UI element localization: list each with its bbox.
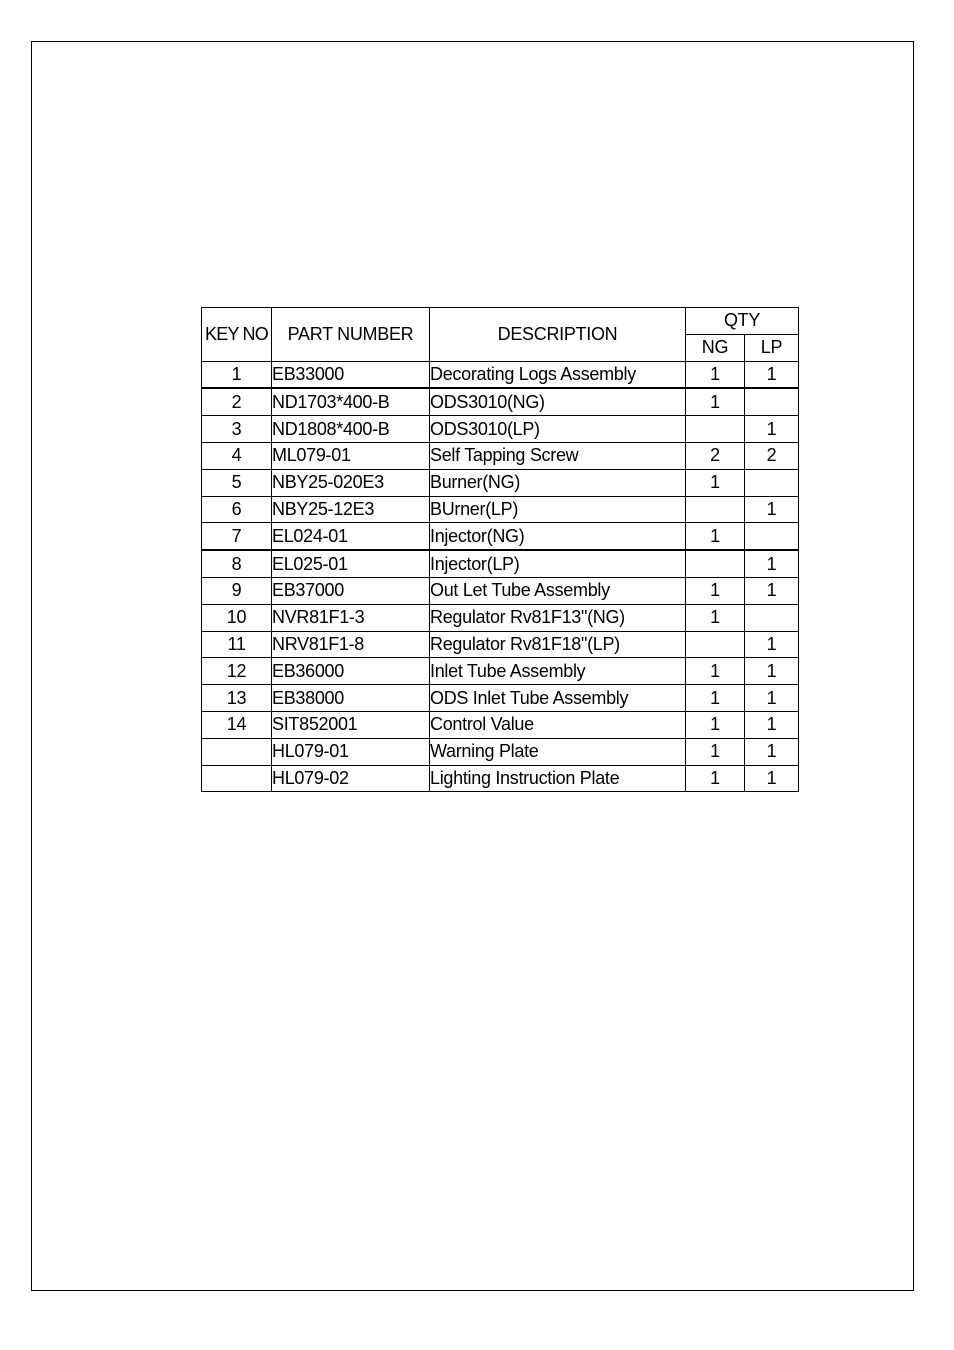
table-header-row <box>202 308 799 335</box>
table-row <box>202 550 799 577</box>
cell-qty-lp: 1 <box>745 765 799 792</box>
cell-key-no: 7 <box>202 523 272 550</box>
table-row <box>202 765 799 792</box>
cell-description: Inlet Tube Assembly <box>430 658 686 685</box>
cell-description: Regulator Rv81F18"(LP) <box>430 631 686 658</box>
cell-qty-ng <box>686 631 745 658</box>
cell-description: Injector(NG) <box>430 523 686 550</box>
cell-qty-ng: 1 <box>686 738 745 765</box>
cell-description: Out Let Tube Assembly <box>430 577 686 604</box>
cell-qty-ng: 2 <box>686 442 745 469</box>
cell-qty-lp: 2 <box>745 442 799 469</box>
cell-key-no: 11 <box>202 631 272 658</box>
cell-key-no: 3 <box>202 416 272 443</box>
cell-qty-lp <box>745 523 799 550</box>
table-row <box>202 388 799 415</box>
cell-description: Control Value <box>430 711 686 738</box>
cell-qty-ng: 1 <box>686 604 745 631</box>
cell-part-number: SIT852001 <box>272 711 430 738</box>
cell-key-no: 6 <box>202 496 272 523</box>
cell-qty-lp: 1 <box>745 416 799 443</box>
cell-part-number: EL024-01 <box>272 523 430 550</box>
header-part-number: PART NUMBER <box>272 308 430 362</box>
cell-qty-lp <box>745 469 799 496</box>
cell-key-no: 9 <box>202 577 272 604</box>
header-key-no: KEY NO <box>202 308 272 362</box>
cell-key-no: 4 <box>202 442 272 469</box>
cell-key-no: 5 <box>202 469 272 496</box>
table-row <box>202 361 799 388</box>
cell-description: ODS3010(LP) <box>430 416 686 443</box>
cell-qty-lp: 1 <box>745 631 799 658</box>
table-row <box>202 685 799 712</box>
cell-part-number: ND1808*400-B <box>272 416 430 443</box>
table-row <box>202 604 799 631</box>
cell-part-number: HL079-02 <box>272 765 430 792</box>
cell-part-number: NBY25-12E3 <box>272 496 430 523</box>
header-qty: QTY <box>686 308 799 335</box>
cell-description: Burner(NG) <box>430 469 686 496</box>
cell-description: BUrner(LP) <box>430 496 686 523</box>
cell-qty-ng: 1 <box>686 388 745 415</box>
cell-part-number: EL025-01 <box>272 550 430 577</box>
table-row <box>202 496 799 523</box>
cell-qty-lp <box>745 388 799 415</box>
cell-qty-lp: 1 <box>745 658 799 685</box>
cell-part-number: EB33000 <box>272 361 430 388</box>
cell-qty-ng: 1 <box>686 577 745 604</box>
cell-qty-ng <box>686 496 745 523</box>
cell-description: Lighting Instruction Plate <box>430 765 686 792</box>
cell-qty-ng: 1 <box>686 658 745 685</box>
cell-key-no <box>202 765 272 792</box>
cell-qty-ng: 1 <box>686 361 745 388</box>
header-description: DESCRIPTION <box>430 308 686 362</box>
cell-qty-lp: 1 <box>745 577 799 604</box>
cell-qty-lp: 1 <box>745 711 799 738</box>
cell-qty-ng: 1 <box>686 765 745 792</box>
table-row <box>202 577 799 604</box>
table-row <box>202 658 799 685</box>
cell-part-number: EB37000 <box>272 577 430 604</box>
cell-description: Self Tapping Screw <box>430 442 686 469</box>
cell-qty-lp <box>745 604 799 631</box>
cell-qty-ng <box>686 550 745 577</box>
cell-qty-lp: 1 <box>745 738 799 765</box>
cell-key-no <box>202 738 272 765</box>
cell-description: ODS Inlet Tube Assembly <box>430 685 686 712</box>
header-ng: NG <box>686 334 745 361</box>
cell-description: Regulator Rv81F13"(NG) <box>430 604 686 631</box>
cell-key-no: 2 <box>202 388 272 415</box>
cell-description: Injector(LP) <box>430 550 686 577</box>
cell-qty-ng: 1 <box>686 469 745 496</box>
cell-key-no: 12 <box>202 658 272 685</box>
cell-part-number: HL079-01 <box>272 738 430 765</box>
cell-key-no: 10 <box>202 604 272 631</box>
cell-key-no: 8 <box>202 550 272 577</box>
cell-part-number: EB38000 <box>272 685 430 712</box>
cell-part-number: NBY25-020E3 <box>272 469 430 496</box>
cell-key-no: 13 <box>202 685 272 712</box>
cell-qty-lp: 1 <box>745 496 799 523</box>
table-row <box>202 469 799 496</box>
cell-qty-lp: 1 <box>745 685 799 712</box>
cell-qty-ng <box>686 416 745 443</box>
table-body <box>202 361 799 792</box>
cell-qty-ng: 1 <box>686 711 745 738</box>
cell-qty-ng: 1 <box>686 523 745 550</box>
table-row <box>202 416 799 443</box>
table-row <box>202 738 799 765</box>
table-row <box>202 523 799 550</box>
header-lp: LP <box>745 334 799 361</box>
cell-key-no: 1 <box>202 361 272 388</box>
cell-qty-lp: 1 <box>745 550 799 577</box>
cell-part-number: NRV81F1-8 <box>272 631 430 658</box>
table-row <box>202 442 799 469</box>
cell-part-number: NVR81F1-3 <box>272 604 430 631</box>
cell-part-number: ML079-01 <box>272 442 430 469</box>
cell-part-number: EB36000 <box>272 658 430 685</box>
parts-list-table <box>201 307 799 792</box>
cell-qty-lp: 1 <box>745 361 799 388</box>
cell-qty-ng: 1 <box>686 685 745 712</box>
cell-key-no: 14 <box>202 711 272 738</box>
cell-description: ODS3010(NG) <box>430 388 686 415</box>
cell-description: Decorating Logs Assembly <box>430 361 686 388</box>
table-row <box>202 711 799 738</box>
cell-part-number: ND1703*400-B <box>272 388 430 415</box>
cell-description: Warning Plate <box>430 738 686 765</box>
table-row <box>202 631 799 658</box>
